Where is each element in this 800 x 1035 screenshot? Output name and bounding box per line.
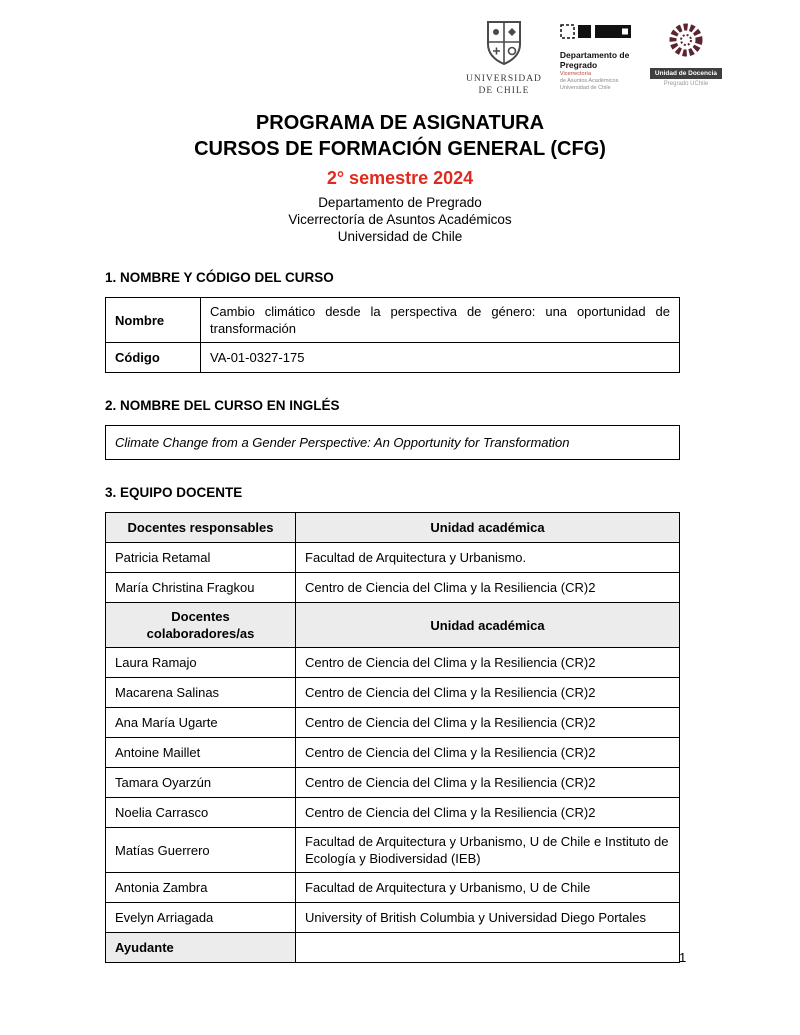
pregrado-logo-subtext [560, 71, 630, 92]
docente-name: Laura Ramajo [106, 648, 296, 678]
section-equipo-docente [105, 485, 680, 963]
docente-unit: Centro de Ciencia del Clima y la Resiliencia (CR)2 [296, 768, 680, 798]
docente-name: Ana María Ugarte [106, 708, 296, 738]
table-header-row [106, 603, 680, 648]
page-number: 1 [679, 950, 687, 965]
docente-unit: Centro de Ciencia del Clima y la Resiliencia (CR)2 [296, 678, 680, 708]
docente-name: Antonia Zambra [106, 873, 296, 903]
departamento-pregrado-logo [560, 20, 632, 92]
section1-heading: 1. NOMBRE Y CÓDIGO DEL CURSO [105, 270, 334, 285]
docencia-logo-title: Unidad de Docencia [650, 68, 722, 79]
docente-unit: Facultad de Arquitectura y Urbanismo, U de Chile [296, 873, 680, 903]
pregrado-logo-title: Departamento de Pregrado [559, 50, 630, 70]
docente-name: Evelyn Arriagada [106, 903, 296, 933]
nombre-codigo-table [105, 297, 680, 373]
docente-name: Noelia Carrasco [106, 798, 296, 828]
table-row [106, 768, 680, 798]
docente-unit: Centro de Ciencia del Clima y la Resiliencia (CR)2 [296, 798, 680, 828]
universidad-de-chile-logo [466, 20, 542, 98]
vicerrectoria-line: Vicerrectoría de Asuntos Académicos [288, 212, 512, 227]
docente-name: Patricia Retamal [106, 543, 296, 573]
equipo-docente-table [105, 512, 680, 963]
table-row [106, 798, 680, 828]
university-line: Universidad de Chile [337, 229, 463, 244]
header-unidad-academica: Unidad académica [296, 603, 680, 648]
docente-unit: University of British Columbia y Universidad Diego Portales [296, 903, 680, 933]
header-docentes-responsables: Docentes responsables [106, 513, 296, 543]
table-row [106, 648, 680, 678]
semester-label: 2° semestre 2024 [326, 168, 474, 188]
table-row [106, 828, 680, 873]
department-line: Departamento de Pregrado [318, 195, 482, 210]
table-row [106, 343, 680, 373]
table-row [106, 298, 680, 343]
nombre-value-cell: Cambio climático desde la perspectiva de género: una oportunidad de transformación [201, 298, 680, 343]
pregrado-squares-icon [560, 20, 632, 49]
section-nombre-ingles [105, 398, 680, 460]
table-header-row [106, 513, 680, 543]
docente-unit: Centro de Ciencia del Clima y la Resiliencia (CR)2 [296, 573, 680, 603]
section3-heading: 3. EQUIPO DOCENTE [105, 485, 243, 500]
table-row [106, 903, 680, 933]
english-name-box: Climate Change from a Gender Perspective: An Opportunity for Transformation [105, 425, 680, 460]
ayudante-value-cell [296, 933, 680, 963]
header-unidad-academica: Unidad académica [296, 513, 680, 543]
docencia-emblem-icon [666, 20, 706, 65]
docente-unit: Centro de Ciencia del Clima y la Resiliencia (CR)2 [296, 708, 680, 738]
table-row [106, 573, 680, 603]
table-row [106, 708, 680, 738]
uchile-crest-icon [485, 20, 523, 71]
docente-name: Macarena Salinas [106, 678, 296, 708]
table-row [106, 543, 680, 573]
institution-block [0, 194, 800, 245]
ayudante-label-cell: Ayudante [106, 933, 296, 963]
docente-unit: Facultad de Arquitectura y Urbanismo. [296, 543, 680, 573]
docente-unit: Centro de Ciencia del Clima y la Resiliencia (CR)2 [296, 648, 680, 678]
nombre-label-cell: Nombre [106, 298, 201, 343]
docente-name: María Christina Fragkou [106, 573, 296, 603]
section-nombre-codigo [105, 270, 680, 373]
uchile-logo-text-line2: DE CHILE [478, 85, 530, 96]
table-row [106, 738, 680, 768]
uchile-logo-text-line1: UNIVERSIDAD [466, 74, 542, 84]
table-row [106, 873, 680, 903]
docente-unit: Centro de Ciencia del Clima y la Resiliencia (CR)2 [296, 738, 680, 768]
docente-name: Antoine Maillet [106, 738, 296, 768]
header-docentes-colaboradores [106, 603, 296, 648]
pregrado-logo-sub3: Universidad de Chile [559, 84, 611, 91]
unidad-docencia-logo [650, 20, 722, 87]
page-title-line2: CURSOS DE FORMACIÓN GENERAL (CFG) [194, 138, 606, 160]
codigo-value-cell: VA-01-0327-175 [201, 343, 680, 373]
docente-name: Matías Guerrero [106, 828, 296, 873]
docente-unit: Facultad de Arquitectura y Urbanismo, U de Chile e Instituto de Ecología y Biodiversidad (IEB) [296, 828, 680, 873]
header-docentes-colaboradores-label: Docentes colaboradores/as [146, 609, 255, 641]
section2-heading: 2. NOMBRE DEL CURSO EN INGLÉS [105, 398, 340, 413]
table-row [106, 678, 680, 708]
codigo-label-cell: Código [106, 343, 201, 373]
pregrado-logo-sub2: de Asuntos Académicos [559, 77, 619, 84]
docente-name: Tamara Oyarzún [106, 768, 296, 798]
logo-row [466, 20, 722, 98]
page-title-line1: PROGRAMA DE ASIGNATURA [255, 112, 545, 134]
table-row [106, 933, 680, 963]
pregrado-logo-sub1: Vicerrectoría [559, 70, 591, 77]
docencia-logo-subtext: Pregrado UChile [663, 81, 709, 87]
